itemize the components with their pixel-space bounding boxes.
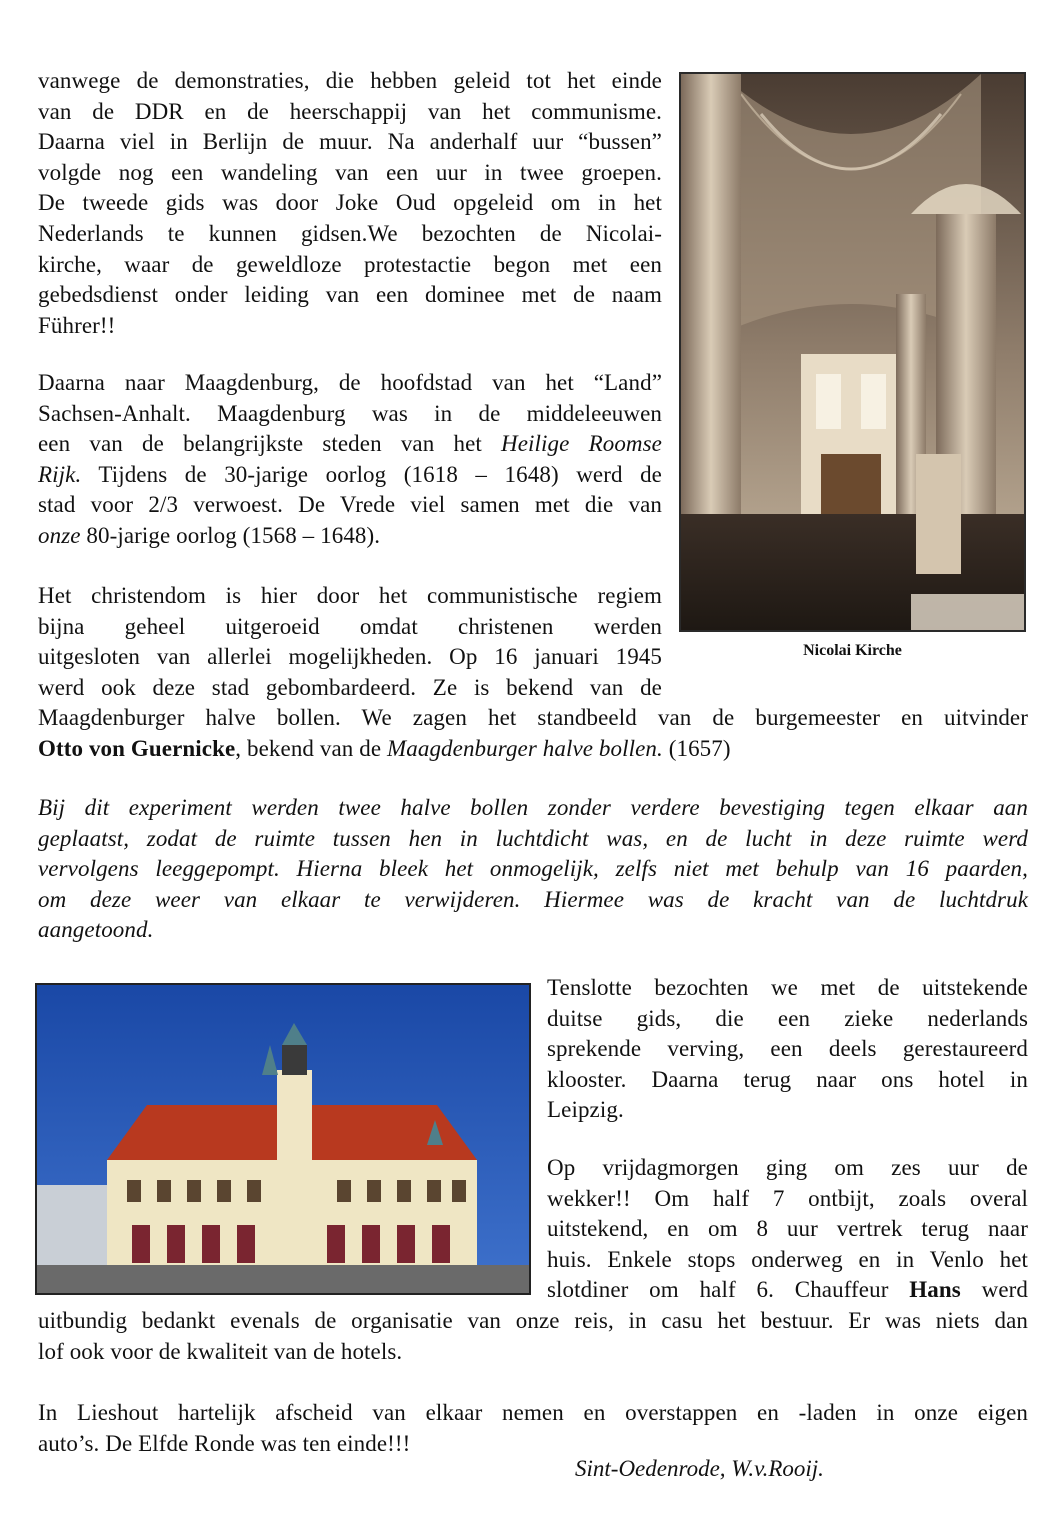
- italic-text: Maagdenburger halve bollen.: [386, 735, 663, 761]
- text-line: [38, 460, 662, 491]
- text-line: bijna geheel uitgeroeid omdat christenen werden: [38, 613, 662, 639]
- text-line: [38, 734, 1028, 765]
- italic-text: Heilige Roomse: [501, 431, 662, 457]
- paragraph-klooster: [547, 973, 1028, 1126]
- text-line: [38, 521, 662, 552]
- text-line: Daarna naar Maagdenburg, de hoofdstad van het “Land”: [38, 370, 662, 395]
- paragraph-vrijdag: [547, 1153, 1028, 1306]
- text-line: huis. Enkele stops onderweg en in Venlo het: [547, 1246, 1028, 1272]
- text-line: Het christendom is hier door het communistische regiem: [38, 583, 662, 608]
- text-line: sprekende verving, een deels gerestaureerd: [547, 1036, 1028, 1062]
- text-line: klooster. Daarna terug naar ons hotel in: [547, 1066, 1028, 1092]
- paragraph-experiment: [38, 793, 1028, 946]
- text-line: van de DDR en de heerschappij van het communisme.: [38, 98, 662, 124]
- photo-caption: Nicolai Kirche: [803, 642, 902, 659]
- signature: Sint-Oedenrode, W.v.Rooij.: [575, 1456, 824, 1481]
- text-line: auto’s. De Elfde Ronde was ten einde!!!: [38, 1430, 411, 1456]
- text-run: Tijdens de 30-jarige oorlog (1618 – 1648) werd de: [81, 461, 662, 487]
- text-line: geplaatst, zodat de ruimte tussen hen in luchtdicht was, en de lucht in deze ruimte werd: [38, 825, 1028, 851]
- italic-text: Rijk.: [38, 461, 82, 487]
- text-line: stad voor 2/3 verwoest. De Vrede viel samen met die van: [38, 492, 662, 518]
- text-run: slotdiner om half 6. Chauffeur: [547, 1277, 910, 1303]
- text-line: Daarna viel in Berlijn de muur. Na anderhalf uur “bussen”: [38, 129, 662, 155]
- paragraph-maagdenburg: [38, 368, 662, 552]
- nicolai-kirche-photo: [679, 72, 1026, 632]
- text-line: vanwege de demonstraties, die hebben geleid tot het einde: [38, 68, 662, 93]
- text-run: een van de belangrijkste steden van het: [38, 431, 502, 457]
- paragraph-vrijdag-cont: [38, 1306, 1028, 1367]
- text-line: vervolgens leeggepompt. Hierna bleek het onmogelijk, zelfs niet met behulp van 16 paarden,: [38, 856, 1028, 882]
- text-line: Sachsen-Anhalt. Maagdenburg was in de middeleeuwen: [38, 400, 662, 426]
- text-line: lof ook voor de kwaliteit van de hotels.: [38, 1338, 403, 1364]
- text-line: [38, 429, 662, 460]
- text-line: In Lieshout hartelijk afscheid van elkaar nemen en overstappen en -laden in onze eigen: [38, 1400, 1028, 1425]
- text-run: 80-jarige oorlog (1568 – 1648).: [80, 522, 381, 548]
- paragraph-christendom-cont: [38, 703, 1028, 764]
- text-line: Nederlands te kunnen gidsen.We bezochten de Nicolai-: [38, 220, 662, 246]
- text-line: werd ook deze stad gebombardeerd. Ze is bekend van de: [38, 674, 662, 700]
- text-line: Leipzig.: [547, 1097, 624, 1123]
- text-line: Tenslotte bezochten we met de uitstekende: [547, 975, 1028, 1000]
- text-line: wekker!! Om half 7 ontbijt, zoals overal: [547, 1185, 1028, 1211]
- text-line: uitgesloten van allerlei mogelijkheden. Op 16 januari 1945: [38, 644, 662, 670]
- paragraph-lieshout: [38, 1398, 1028, 1459]
- text-line: Bij dit experiment werden twee halve bollen zonder verdere bevestiging tegen elkaar aan: [38, 795, 1028, 820]
- text-line: aangetoond.: [38, 917, 154, 943]
- text-line: kirche, waar de geweldloze protestactie begon met een: [38, 251, 662, 277]
- church-interior-image: [681, 74, 1024, 630]
- text-line: uitstekend, en om 8 uur vertrek terug naar: [547, 1216, 1028, 1242]
- paragraph-ddr: [38, 66, 662, 341]
- bold-text: Otto von Guernicke: [38, 735, 236, 761]
- magdeburg-rathaus-photo: [35, 983, 531, 1295]
- text-run: , bekend van de: [235, 735, 387, 761]
- text-line: uitbundig bedankt evenals de organisatie van onze reis, in casu het bestuur. Er was niets dan: [38, 1308, 1028, 1333]
- text-line: gebedsdienst onder leiding van een dominee met de naam: [38, 282, 662, 308]
- text-line: duitse gids, die een zieke nederlands: [547, 1005, 1028, 1031]
- bold-text: Hans: [909, 1277, 961, 1303]
- italic-text: onze: [38, 522, 81, 548]
- text-line: [547, 1275, 1028, 1306]
- text-run: werd: [960, 1277, 1028, 1303]
- text-line: Maagdenburger halve bollen. We zagen het standbeeld van de burgemeester en uitvinder: [38, 705, 1028, 730]
- text-run: (1657): [662, 735, 731, 761]
- text-line: volgde nog een wandeling van een uur in twee groepen.: [38, 159, 662, 185]
- town-hall-image: [37, 985, 529, 1293]
- text-line: Op vrijdagmorgen ging om zes uur de: [547, 1155, 1028, 1180]
- paragraph-christendom: [38, 581, 662, 703]
- text-line: Führer!!: [38, 312, 116, 338]
- text-line: De tweede gids was door Joke Oud opgeleid om in het: [38, 190, 662, 216]
- text-line: om deze weer van elkaar te verwijderen. Hiermee was de kracht van de luchtdruk: [38, 886, 1028, 912]
